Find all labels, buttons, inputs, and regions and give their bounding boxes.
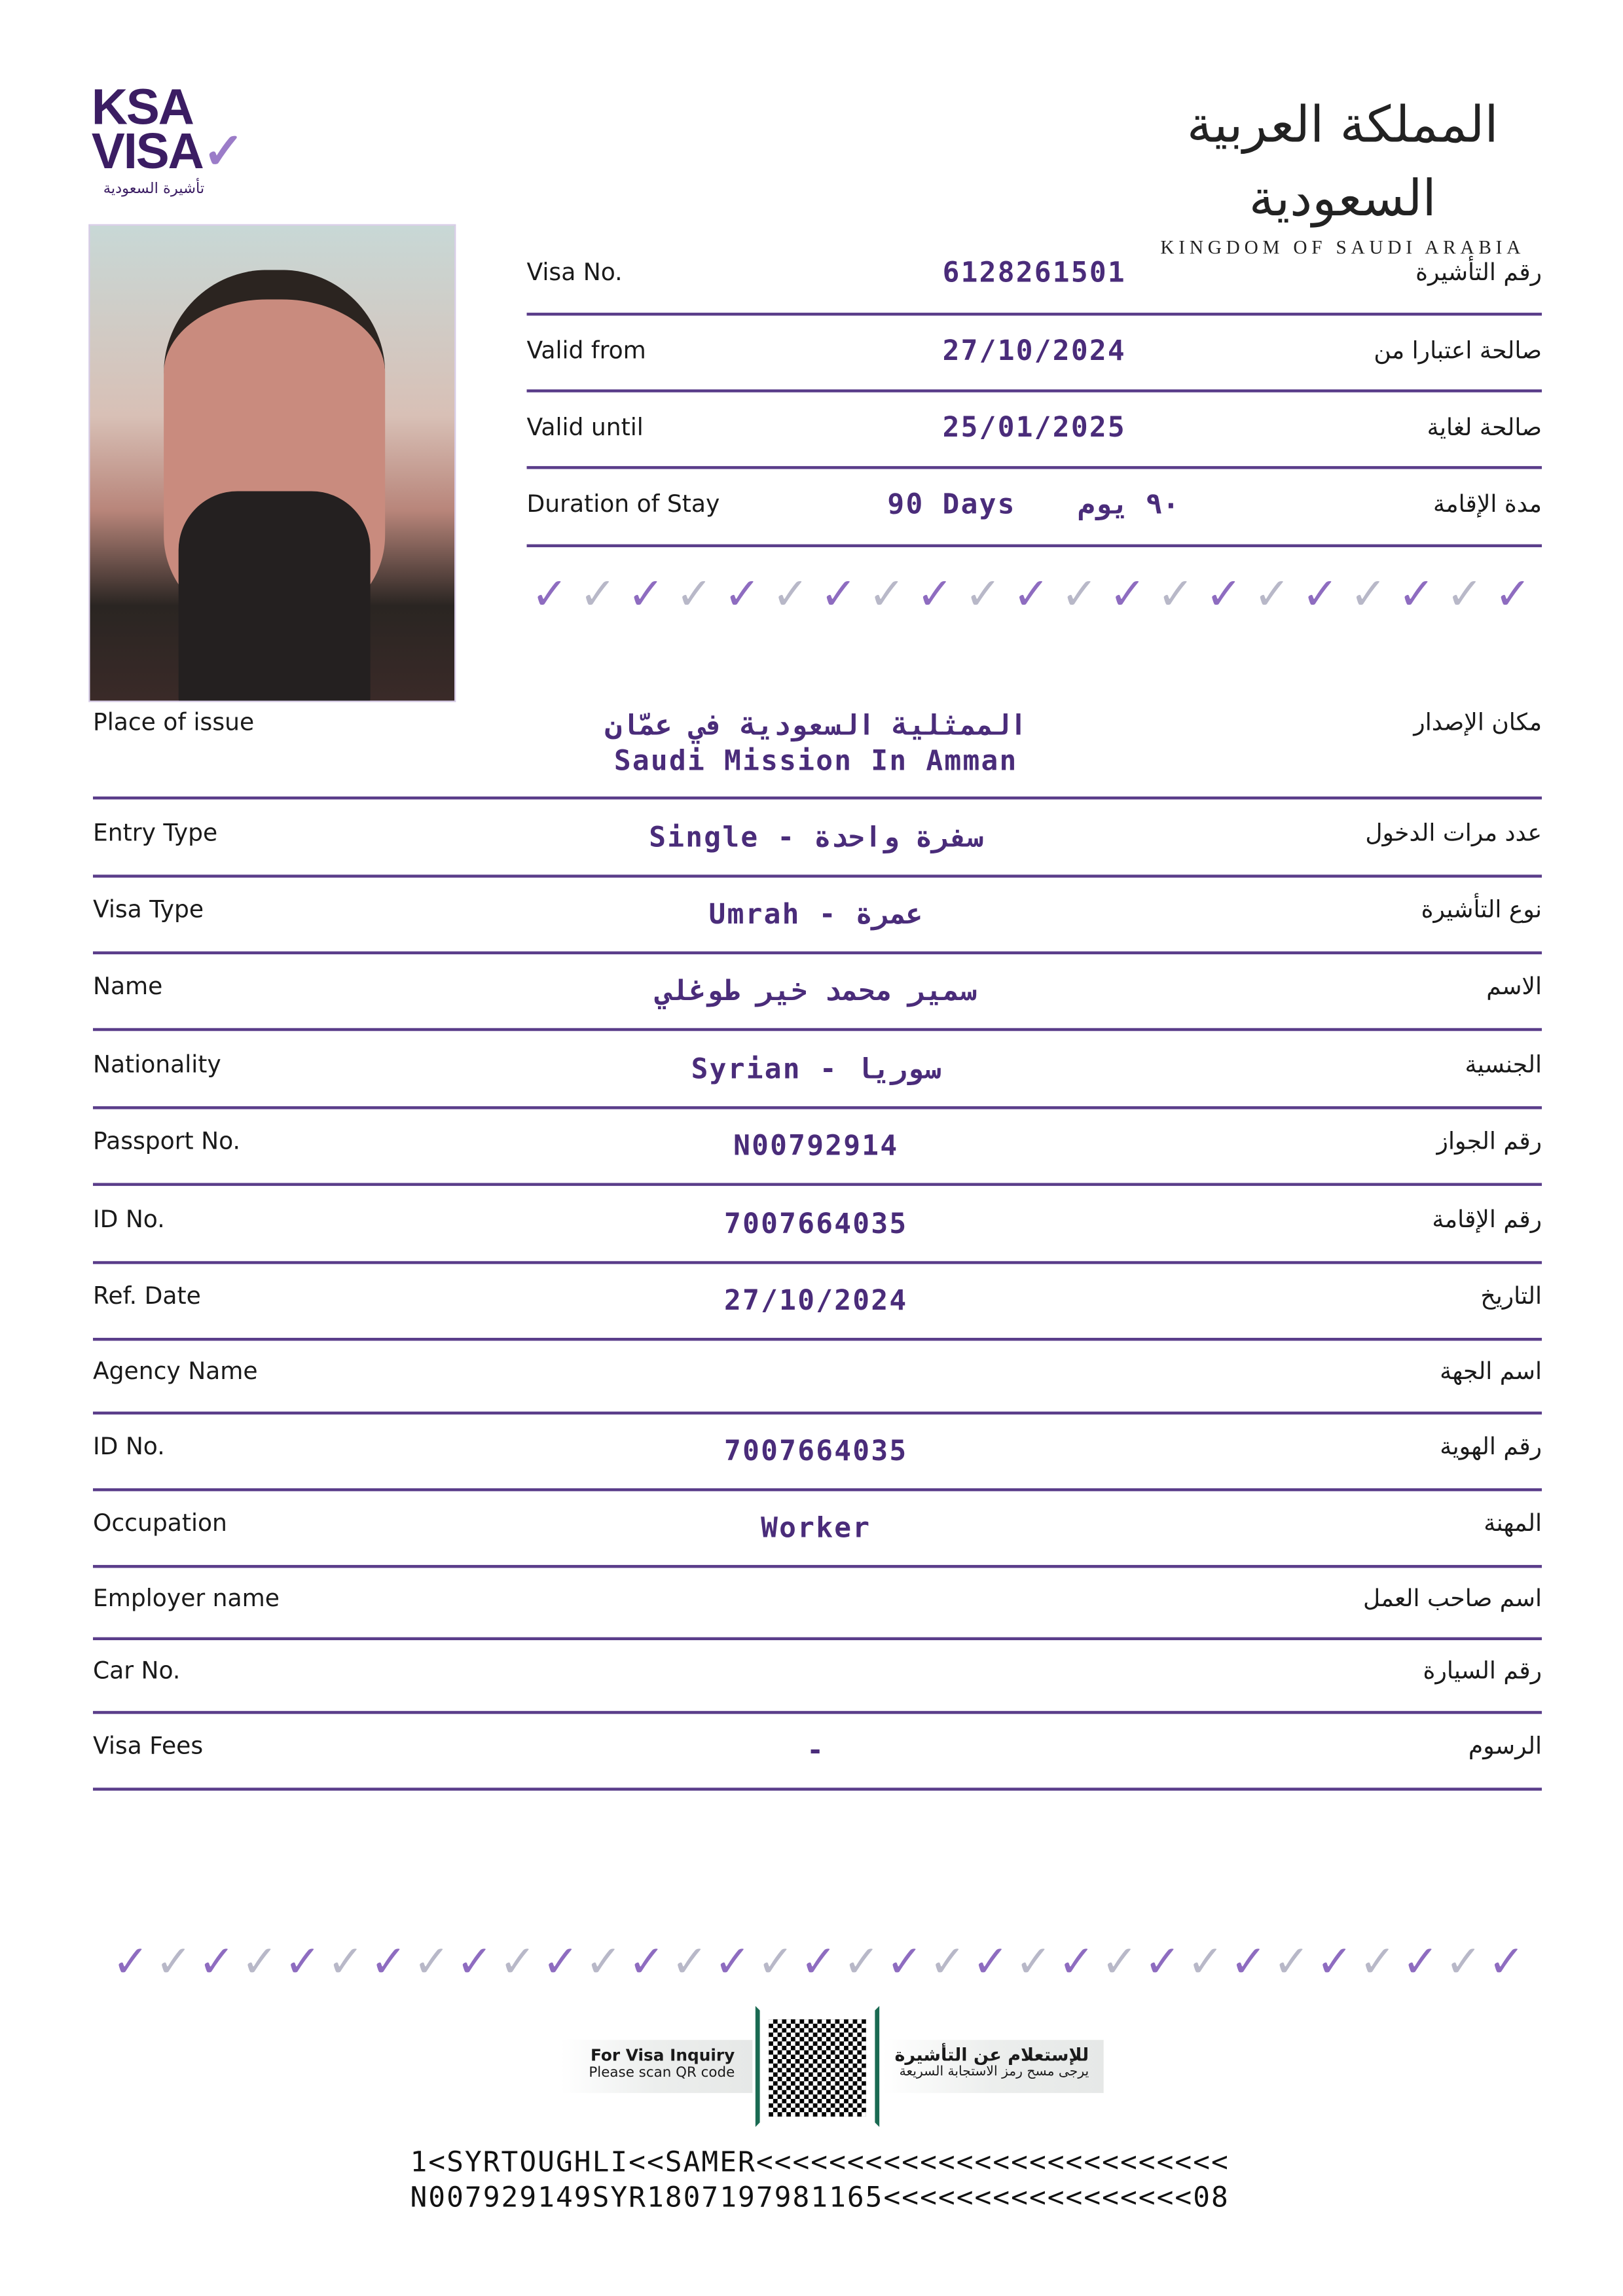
divider <box>93 1711 1542 1713</box>
field-value: 27/10/2024 <box>942 334 1126 368</box>
field-label: Nationality <box>92 1049 221 1078</box>
check-icon: ✓ <box>820 569 858 621</box>
field-label-arabic: رقم الجواز <box>1436 1126 1542 1155</box>
field-label-arabic: اسم صاحب العمل <box>1363 1583 1542 1612</box>
field-label-arabic: رقم الهوية <box>1440 1432 1542 1461</box>
check-icon: ✓ <box>714 1936 752 1988</box>
check-icon: ✓ <box>499 1936 536 1988</box>
check-icon: ✓ <box>198 1936 236 1988</box>
check-icon: ✓ <box>675 569 713 621</box>
inquiry-arabic <box>883 2040 1104 2093</box>
field-label-arabic: رقم الإقامة <box>1432 1204 1542 1232</box>
field-value: 90 Days <box>887 488 1016 521</box>
logo-ksa-text: KSA <box>91 79 193 136</box>
check-icon: ✓ <box>202 124 244 180</box>
check-icon: ✓ <box>1253 569 1291 621</box>
field-value: 7007664035 <box>724 1207 908 1240</box>
check-icon: ✓ <box>531 569 568 621</box>
field-label: Visa Fees <box>92 1731 204 1760</box>
check-icon: ✓ <box>843 1936 881 1988</box>
divider <box>93 1412 1542 1414</box>
check-icon: ✓ <box>723 569 761 621</box>
field-value: N00792914 <box>733 1130 899 1162</box>
field-label-arabic: المهنة <box>1484 1509 1542 1537</box>
check-icon: ✓ <box>1398 569 1436 621</box>
field-value: 25/01/2025 <box>942 411 1126 444</box>
place-of-issue-english: Saudi Mission In Amman <box>613 745 1018 778</box>
field-label-arabic: نوع التأشيرة <box>1421 895 1542 924</box>
field-label-arabic: الرسوم <box>1468 1731 1542 1760</box>
holder-photo <box>88 224 456 702</box>
check-icon: ✓ <box>1273 1936 1311 1988</box>
check-icon: ✓ <box>800 1936 837 1988</box>
field-label-arabic: رقم السيارة <box>1423 1656 1542 1685</box>
field-label-arabic: رقم التأشيرة <box>1415 258 1542 287</box>
ksa-visa-logo <box>91 79 244 180</box>
field-label: Occupation <box>92 1509 227 1537</box>
field-value: 6128261501 <box>942 257 1126 289</box>
check-icon: ✓ <box>1487 1936 1525 1988</box>
field-label: Valid from <box>526 336 646 365</box>
check-icon: ✓ <box>772 569 809 621</box>
field-value: - <box>807 1734 826 1767</box>
checkmark-divider <box>531 569 1531 621</box>
place-of-issue-arabic-label: مكان الإصدار <box>1413 708 1542 736</box>
divider <box>527 545 1542 547</box>
check-icon: ✓ <box>1359 1936 1396 1988</box>
divider <box>93 1565 1542 1567</box>
field-label-arabic: التاريخ <box>1480 1282 1542 1310</box>
field-value-arabic: ٩٠ يوم <box>1078 488 1180 521</box>
field-label-arabic: صالحة لغاية <box>1427 413 1542 441</box>
check-icon: ✓ <box>412 1936 450 1988</box>
field-label: Ref. Date <box>92 1282 201 1310</box>
check-icon: ✓ <box>916 569 954 621</box>
place-of-issue-value <box>487 708 1145 779</box>
check-icon: ✓ <box>1302 569 1339 621</box>
check-icon: ✓ <box>627 569 665 621</box>
place-of-issue-arabic: الممثلية السعودية في عمّان <box>604 709 1027 742</box>
field-label: Duration of Stay <box>526 490 720 518</box>
check-icon: ✓ <box>541 1936 579 1988</box>
field-label: Visa No. <box>526 258 623 287</box>
check-icon: ✓ <box>671 1936 708 1988</box>
mrz-line-1: 1<SYRTOUGHLI<<SAMER<<<<<<<<<<<<<<<<<<<<<<<<<< <box>410 2145 1230 2179</box>
place-of-issue-label: Place of issue <box>92 708 255 736</box>
field-label: ID No. <box>92 1204 165 1232</box>
logo-arabic: تأشيرة السعودية <box>103 181 205 198</box>
check-icon: ✓ <box>1157 569 1195 621</box>
check-icon: ✓ <box>1349 569 1387 621</box>
emblem-english: KINGDOM OF SAUDI ARABIA <box>1160 236 1525 259</box>
emblem-arabic: المملكة العربية السعودية <box>1186 96 1499 229</box>
check-icon: ✓ <box>1205 569 1243 621</box>
field-label: Passport No. <box>92 1126 241 1155</box>
check-icon: ✓ <box>757 1936 795 1988</box>
divider <box>93 874 1542 876</box>
field-value: Single - سفرة واحدة <box>649 821 983 854</box>
field-value: سمير محمد خير طوغلي <box>655 975 977 1008</box>
check-icon: ✓ <box>1015 1936 1053 1988</box>
divider <box>527 313 1542 315</box>
divider <box>93 797 1542 798</box>
check-icon: ✓ <box>1109 569 1146 621</box>
check-icon: ✓ <box>1446 569 1484 621</box>
field-label-arabic: صالحة اعتبارا من <box>1374 336 1542 365</box>
check-icon: ✓ <box>1445 1936 1482 1988</box>
field-value: 27/10/2024 <box>724 1284 908 1318</box>
field-value: 7007664035 <box>724 1435 908 1468</box>
logo-visa-text: VISA <box>91 124 203 180</box>
check-icon: ✓ <box>1187 1936 1224 1988</box>
check-icon: ✓ <box>1402 1936 1440 1988</box>
divider <box>93 1183 1542 1185</box>
divider <box>93 1787 1542 1789</box>
divider <box>93 1261 1542 1263</box>
field-label: ID No. <box>92 1432 165 1461</box>
check-icon: ✓ <box>1144 1936 1182 1988</box>
inquiry-title: For Visa Inquiry <box>590 2045 735 2066</box>
field-label: Entry Type <box>92 818 218 847</box>
field-value: Syrian - سوريا <box>691 1052 941 1085</box>
check-icon: ✓ <box>929 1936 966 1988</box>
inquiry-subtitle: Please scan QR code <box>589 2065 735 2081</box>
check-icon: ✓ <box>241 1936 278 1988</box>
field-label: Name <box>92 972 163 1000</box>
check-icon: ✓ <box>370 1936 407 1988</box>
field-label-arabic: مدة الإقامة <box>1432 490 1542 518</box>
check-icon: ✓ <box>964 569 1002 621</box>
divider <box>93 1488 1542 1490</box>
check-icon: ✓ <box>283 1936 321 1988</box>
field-label-arabic: اسم الجهة <box>1440 1357 1542 1386</box>
checkmark-divider-bottom <box>112 1937 1525 1988</box>
check-icon: ✓ <box>886 1936 924 1988</box>
check-icon: ✓ <box>579 569 617 621</box>
divider <box>93 1338 1542 1340</box>
check-icon: ✓ <box>1058 1936 1095 1988</box>
field-value: Umrah - عمرة <box>708 898 923 931</box>
check-icon: ✓ <box>327 1936 365 1988</box>
qr-code[interactable] <box>756 2006 879 2127</box>
check-icon: ✓ <box>628 1936 665 1988</box>
check-icon: ✓ <box>1494 569 1532 621</box>
check-icon: ✓ <box>1101 1936 1139 1988</box>
divider <box>93 952 1542 954</box>
check-icon: ✓ <box>1316 1936 1353 1988</box>
check-icon: ✓ <box>1061 569 1099 621</box>
divider <box>93 1106 1542 1108</box>
divider <box>93 1637 1542 1639</box>
kingdom-emblem <box>1144 88 1542 259</box>
field-label-arabic: الاسم <box>1486 972 1542 1000</box>
field-label-arabic: الجنسية <box>1465 1049 1542 1078</box>
check-icon: ✓ <box>155 1936 192 1988</box>
field-label-arabic: عدد مرات الدخول <box>1365 818 1542 847</box>
divider <box>527 389 1542 391</box>
field-label: Valid until <box>526 413 644 441</box>
field-value: Worker <box>761 1511 871 1545</box>
check-icon: ✓ <box>868 569 905 621</box>
field-label: Employer name <box>92 1583 280 1612</box>
field-label: Visa Type <box>92 895 204 924</box>
check-icon: ✓ <box>972 1936 1010 1988</box>
field-label: Agency Name <box>92 1357 258 1386</box>
inquiry-subtitle-ar: يرجى مسح رمز الاستجابة السريعة <box>899 2065 1089 2080</box>
check-icon: ✓ <box>456 1936 494 1988</box>
check-icon: ✓ <box>112 1936 149 1988</box>
check-icon: ✓ <box>585 1936 623 1988</box>
inquiry-title-ar: للإستعلام عن التأشيرة <box>894 2044 1089 2066</box>
check-icon: ✓ <box>1230 1936 1267 1988</box>
mrz-line-2: N007929149SYR1807197981165<<<<<<<<<<<<<<<<<08 <box>410 2181 1230 2214</box>
divider <box>93 1028 1542 1030</box>
divider <box>527 466 1542 468</box>
field-label: Car No. <box>92 1656 181 1685</box>
check-icon: ✓ <box>1012 569 1050 621</box>
inquiry-english <box>560 2040 752 2093</box>
